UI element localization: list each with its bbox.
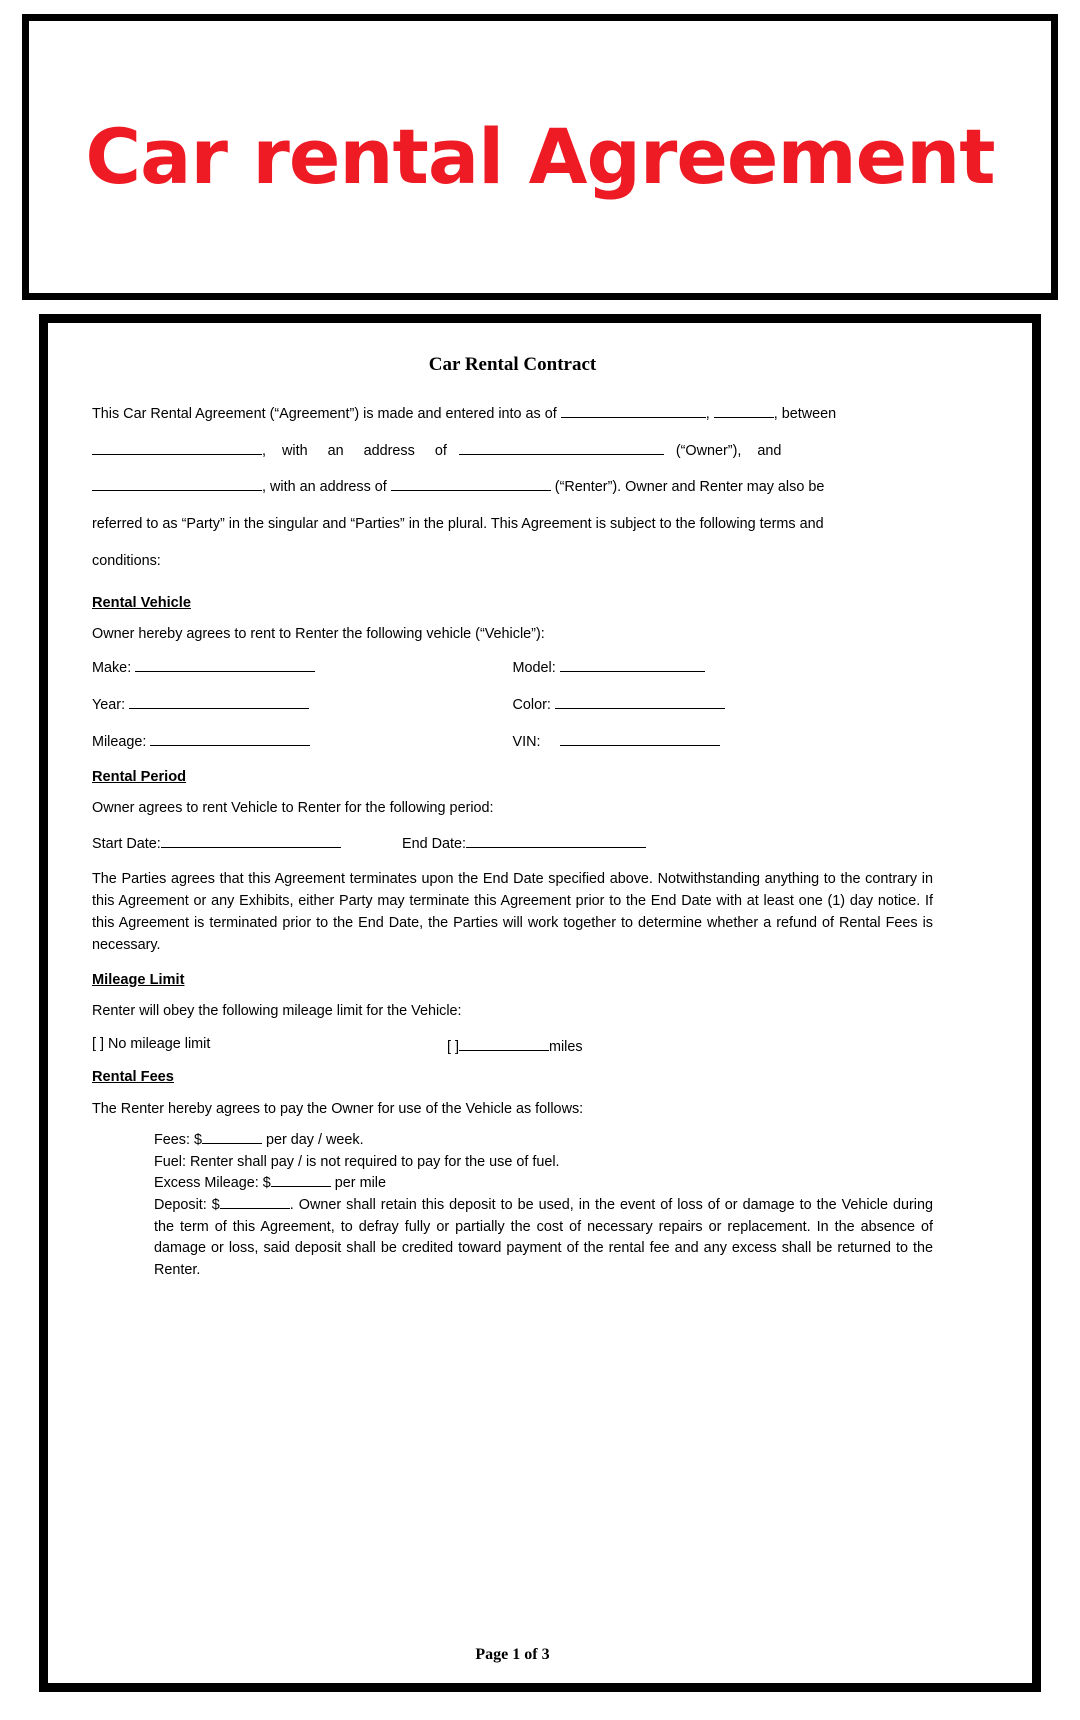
blank-renter-name [92,477,262,491]
field-year [92,695,513,712]
contract-sheet [48,323,1032,1683]
field-model-label: Model: [512,659,560,676]
fee-fees-suffix: per day / week. [262,1132,364,1149]
vehicle-field-row [92,658,933,675]
contract-sheet-frame [39,314,1041,1692]
intro-an: an [327,442,344,459]
fee-deposit-prefix: Deposit: $ [154,1197,220,1214]
fee-line-fees [154,1130,933,1152]
field-vin [513,732,934,749]
mileage-limit-lead: Renter will obey the following mileage limit for the Vehicle: [92,1003,462,1020]
intro-line2-comma: , [262,442,266,459]
intro-address: address [363,442,415,459]
field-year-input[interactable] [129,695,309,709]
fee-line-fuel: Fuel: Renter shall pay / is not required to pay for the use of fuel. [154,1153,560,1170]
fee-line-deposit [154,1195,933,1281]
fee-excess-input[interactable] [271,1173,331,1187]
intro-line3-a: , with an address of [262,479,387,496]
intro-line3-b: (“Renter”). Owner and Renter may also be [554,479,825,496]
field-end-date [402,834,646,851]
mileage-options [92,1037,933,1054]
field-color [513,695,934,712]
section-heading-mileage-limit: Mileage Limit [92,971,185,988]
field-mileage [92,732,513,749]
blank-year [714,404,774,418]
field-start-date [92,834,402,851]
blank-date [561,404,706,418]
field-make [92,658,513,675]
field-color-label: Color: [512,697,555,714]
mileage-option-limit[interactable] [447,1037,583,1054]
field-end-date-input[interactable] [466,834,646,848]
vehicle-field-row [92,732,933,749]
intro-with: with [282,442,308,459]
rental-period-lead: Owner agrees to rent Vehicle to Renter for the following period: [92,800,494,817]
fee-excess-suffix: per mile [330,1175,386,1192]
field-end-date-label: End Date: [402,835,466,852]
contract-title: Car Rental Contract [428,354,597,375]
rental-period-dates [92,834,933,851]
field-model-input[interactable] [560,658,705,672]
blank-owner-address [459,441,664,455]
intro-paragraph [92,396,933,580]
field-mileage-label: Mileage: [92,734,151,751]
field-make-label: Make: [92,659,136,676]
field-make-input[interactable] [135,658,315,672]
section-heading-rental-period: Rental Period [92,768,187,785]
vehicle-fields [92,658,933,750]
rental-vehicle-lead: Owner hereby agrees to rent to Renter the following vehicle (“Vehicle”): [92,626,545,643]
intro-line1-text: This Car Rental Agreement (“Agreement”) is made and entered into as of [92,406,557,422]
intro-of: of [434,442,447,459]
intro-line4: referred to as “Party” in the singular and “Parties” in the plural. This Agreement is subject to the following terms and [92,516,824,533]
rental-fees-lead: The Renter hereby agrees to pay the Owner for use of the Vehicle as follows: [92,1100,584,1117]
field-mileage-input[interactable] [150,732,310,746]
field-vin-input[interactable] [560,732,720,746]
fee-deposit-input[interactable] [220,1195,290,1209]
rental-fees-list [154,1130,933,1281]
fee-deposit-suffix: . Owner shall retain this deposit to be used, in the event of loss of or damage to the Vehicle during the term of this Agreement, to defray fully or partially the cost of necessary repairs or replacement. In the absence of damage or loss, said deposit shall be credited toward payment of the rental fee and any excess shall be returned to the Renter. [154,1197,933,1278]
intro-owner-label: (“Owner”), [675,442,742,459]
intro-and: and [757,442,782,459]
vehicle-field-row [92,695,933,712]
fee-fees-prefix: Fees: $ [154,1132,202,1149]
page-footer: Page 1 of 3 [475,1646,550,1663]
intro-line1-between: , between [773,406,837,422]
blank-owner-name [92,441,262,455]
blank-renter-address [391,477,551,491]
section-heading-rental-vehicle: Rental Vehicle [92,594,191,611]
section-heading-rental-fees: Rental Fees [92,1069,174,1086]
mileage-option-no-limit[interactable]: [ ] No mileage limit [92,1035,211,1052]
intro-line1-comma: , [705,406,710,422]
title-banner [22,14,1058,300]
fee-excess-prefix: Excess Mileage: $ [154,1175,271,1192]
fee-line-excess-mileage [154,1173,933,1195]
field-model [513,658,934,675]
field-year-label: Year: [92,697,130,714]
banner-title: Car rental Agreement [85,112,995,201]
field-start-date-input[interactable] [161,834,341,848]
field-color-input[interactable] [555,695,725,709]
field-start-date-label: Start Date: [92,835,161,852]
field-vin-label: VIN: [512,734,561,751]
mileage-limit-input[interactable] [459,1037,549,1051]
mileage-option-limit-suffix: miles [549,1038,583,1055]
fee-fees-input[interactable] [202,1130,262,1144]
mileage-option-limit-prefix: [ ] [447,1038,459,1055]
intro-line5: conditions: [92,552,161,569]
contract-body [48,355,977,1691]
rental-period-body: The Parties agrees that this Agreement terminates upon the End Date specified above. Notwithstanding anything to the contrary in this Agreement or any Exhibits, either Party may terminate this Agreement prior to the End Date with at least one (1) day notice. If this Agreement is terminated prior to the End Date, the Parties will work together to determine whether a refund of Rental Fees is necessary. [92,871,933,953]
